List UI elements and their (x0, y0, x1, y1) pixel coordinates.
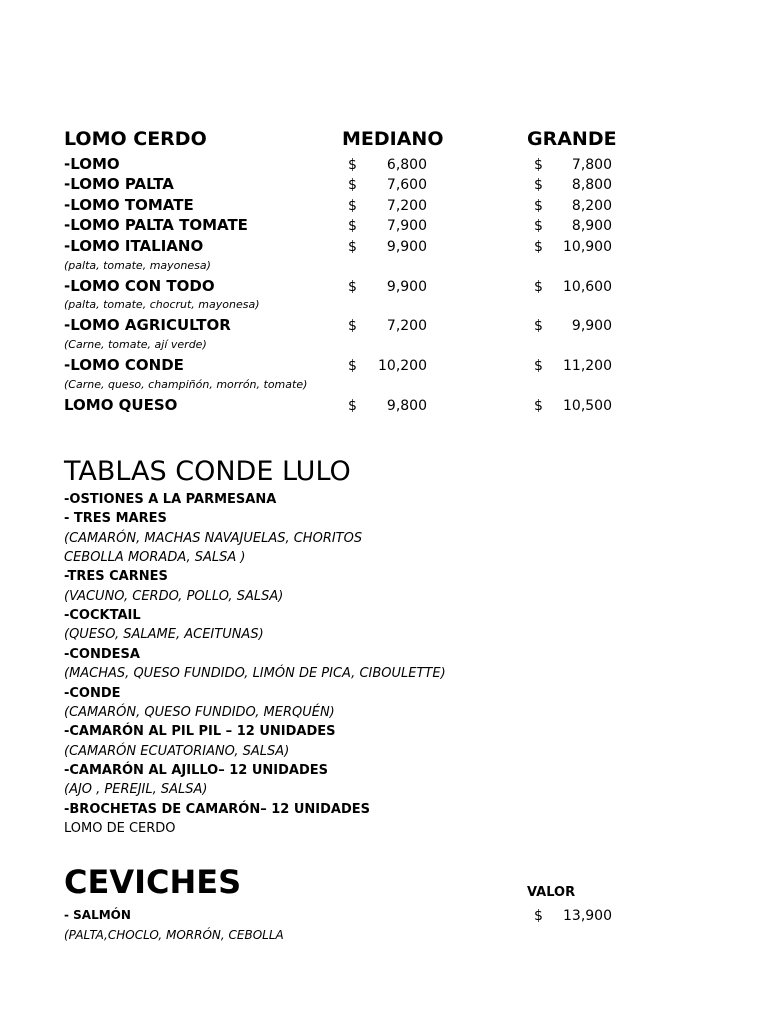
lomo-price-grande: 7,800 (571, 157, 612, 173)
tabla-item-name: -COCKTAIL (64, 608, 141, 623)
lomo-price-mediano: 7,200 (386, 198, 427, 214)
tabla-item-name: -CONDE (64, 686, 121, 701)
lomo-item-name: -LOMO CONDE (64, 356, 184, 374)
currency-symbol: $ (348, 239, 357, 255)
lomo-price-grande: 8,200 (571, 198, 612, 214)
tabla-item-ingredients: (VACUNO, CERDO, POLLO, SALSA) (64, 589, 284, 604)
lomo-price-grande: 8,900 (571, 218, 612, 234)
currency-symbol: $ (534, 157, 543, 173)
tabla-item-name: - TRES MARES (64, 511, 167, 526)
tabla-item-name: -CAMARÓN AL PIL PIL – 12 UNIDADES (64, 724, 336, 739)
lomo-price-grande: 9,900 (571, 318, 612, 334)
tabla-item-ingredients: (CAMARÓN, MACHAS NAVAJUELAS, CHORITOS (64, 531, 363, 546)
lomo-item-name: -LOMO ITALIANO (64, 237, 204, 255)
lomo-price-grande: 8,800 (571, 177, 612, 193)
currency-symbol: $ (534, 908, 543, 924)
valor-column-header: VALOR (527, 885, 576, 900)
lomo-item-ingredients: (palta, tomate, mayonesa) (64, 259, 211, 272)
lomo-item-ingredients: (Carne, tomate, ají verde) (64, 338, 207, 351)
currency-symbol: $ (534, 318, 543, 334)
lomo-price-grande: 11,200 (563, 358, 612, 374)
tabla-item-ingredients: (CAMARÓN, QUESO FUNDIDO, MERQUÉN) (64, 705, 335, 720)
lomo-price-grande: 10,900 (563, 239, 612, 255)
lomo-price-mediano: 7,200 (386, 318, 427, 334)
currency-symbol: $ (348, 358, 357, 374)
tabla-item-text: LOMO DE CERDO (64, 821, 176, 836)
lomo-item-ingredients: (Carne, queso, champiñón, morrón, tomate) (64, 378, 308, 391)
currency-symbol: $ (348, 279, 357, 295)
grande-column-header: GRANDE (527, 128, 617, 150)
lomo-price-mediano: 7,900 (386, 218, 427, 234)
lomo-item-name: -LOMO PALTA (64, 175, 174, 193)
currency-symbol: $ (534, 177, 543, 193)
lomo-item-name: -LOMO CON TODO (64, 277, 215, 295)
ceviche-item-name: - SALMÓN (64, 908, 131, 922)
currency-symbol: $ (348, 398, 357, 414)
tabla-item-ingredients: CEBOLLA MORADA, SALSA ) (64, 550, 246, 565)
lomo-price-mediano: 9,800 (386, 398, 427, 414)
currency-symbol: $ (534, 279, 543, 295)
mediano-column-header: MEDIANO (342, 128, 444, 150)
currency-symbol: $ (348, 177, 357, 193)
tabla-item-ingredients: (AJO , PEREJIL, SALSA) (64, 782, 208, 797)
lomo-item-name: -LOMO AGRICULTOR (64, 316, 231, 334)
lomo-price-grande: 10,500 (563, 398, 612, 414)
lomo-price-mediano: 6,800 (386, 157, 427, 173)
lomo-price-mediano: 9,900 (386, 279, 427, 295)
currency-symbol: $ (348, 218, 357, 234)
currency-symbol: $ (534, 198, 543, 214)
tabla-item-name: -TRES CARNES (64, 569, 168, 584)
tabla-item-name: -BROCHETAS DE CAMARÓN– 12 UNIDADES (64, 802, 371, 817)
lomo-item-name: -LOMO PALTA TOMATE (64, 216, 248, 234)
tabla-item-name: -CONDESA (64, 647, 140, 662)
lomo-item-name: -LOMO TOMATE (64, 196, 194, 214)
lomo-item-name: LOMO QUESO (64, 396, 178, 414)
tabla-item-name: -OSTIONES A LA PARMESANA (64, 492, 277, 507)
ceviche-price: 13,900 (563, 908, 612, 924)
lomo-price-mediano: 10,200 (378, 358, 427, 374)
currency-symbol: $ (534, 218, 543, 234)
tabla-item-ingredients: (QUESO, SALAME, ACEITUNAS) (64, 627, 264, 642)
lomo-item-ingredients: (palta, tomate, chocrut, mayonesa) (64, 298, 260, 311)
lomo-price-grande: 10,600 (563, 279, 612, 295)
lomo-price-mediano: 9,900 (386, 239, 427, 255)
tabla-item-ingredients: (CAMARÓN ECUATORIANO, SALSA) (64, 744, 290, 759)
lomo-item-name: -LOMO (64, 155, 120, 173)
lomo-cerdo-title: LOMO CERDO (64, 128, 207, 150)
tabla-item-name: -CAMARÓN AL AJILLO– 12 UNIDADES (64, 763, 329, 778)
currency-symbol: $ (348, 157, 357, 173)
tablas-title: TABLAS CONDE LULO (64, 456, 351, 487)
currency-symbol: $ (534, 398, 543, 414)
tabla-item-ingredients: (MACHAS, QUESO FUNDIDO, LIMÓN DE PICA, CIBOULETTE) (64, 666, 446, 681)
currency-symbol: $ (348, 198, 357, 214)
ceviche-item-note: (PALTA,CHOCLO, MORRÓN, CEBOLLA (64, 928, 284, 942)
currency-symbol: $ (534, 358, 543, 374)
ceviches-title: CEVICHES (64, 863, 242, 901)
currency-symbol: $ (534, 239, 543, 255)
currency-symbol: $ (348, 318, 357, 334)
lomo-price-mediano: 7,600 (386, 177, 427, 193)
